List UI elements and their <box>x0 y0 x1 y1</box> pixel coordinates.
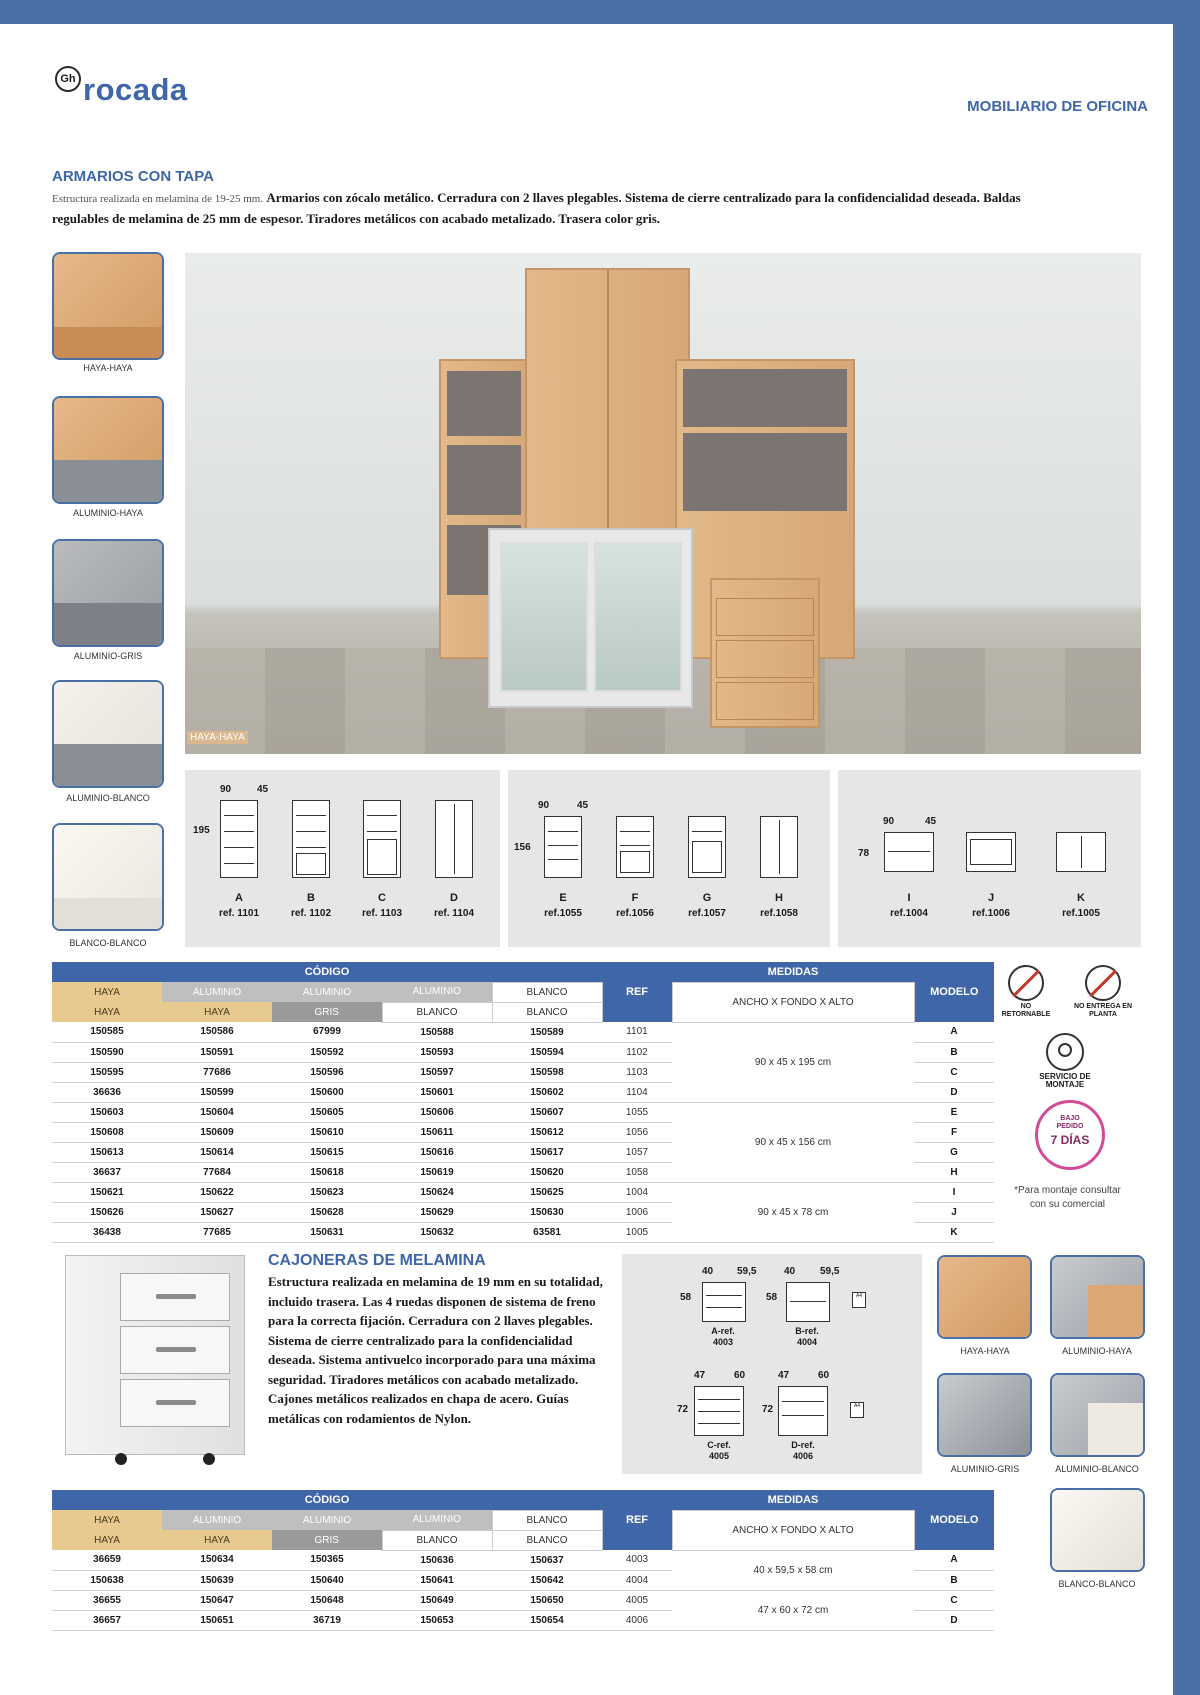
modelo-cell: A <box>914 1022 994 1042</box>
product-code: 150588 <box>382 1022 492 1042</box>
medidas-cell: 40 x 59,5 x 58 cm <box>672 1550 914 1590</box>
cajoneras-spec-table <box>52 1490 994 1631</box>
no-retornable-icon <box>1008 965 1044 1001</box>
product-code: 150365 <box>272 1550 382 1570</box>
finish-bottom-blanco: BLANCO <box>382 1002 492 1022</box>
swatch-label: ALUMINIO-HAYA <box>1062 1346 1132 1356</box>
ref-cell: 1005 <box>602 1222 672 1242</box>
model-ref-h: ref.1058 <box>760 908 798 919</box>
cajonera-ref-d: 4006 <box>792 1451 814 1461</box>
finish-top-aluminio: ALUMINIO <box>382 982 492 1002</box>
ref-cell: 1101 <box>602 1022 672 1042</box>
product-code: 150647 <box>162 1590 272 1610</box>
model-label-h: H <box>775 892 783 904</box>
product-code: 150634 <box>162 1550 272 1570</box>
model-ref-b: ref. 1102 <box>290 908 332 919</box>
finish-bottom-blanco: BLANCO <box>492 1530 602 1550</box>
product-code: 150642 <box>492 1570 602 1590</box>
ref-cell: 4003 <box>602 1550 672 1570</box>
finish-bottom-haya: HAYA <box>52 1530 162 1550</box>
armarios-spec-table <box>52 962 994 1243</box>
finish-top-blanco: BLANCO <box>492 982 602 1002</box>
model-label-f: F <box>631 892 639 904</box>
montaje-icon <box>1046 1033 1084 1071</box>
product-code: 77685 <box>162 1222 272 1242</box>
model-label-k: K <box>1077 892 1085 904</box>
dim-height: 156 <box>514 842 531 853</box>
dim-height: 78 <box>858 848 870 859</box>
cajonera-ref-b: 4004 <box>796 1337 818 1347</box>
finish-top-aluminio: ALUMINIO <box>272 1510 382 1530</box>
modelo-cell: I <box>914 1182 994 1202</box>
cajonera-ref-a: 4003 <box>712 1337 734 1347</box>
product-code: 150592 <box>272 1042 382 1062</box>
model-label-j: J <box>987 892 995 904</box>
ref-cell: 1006 <box>602 1202 672 1222</box>
product-code: 150626 <box>52 1202 162 1222</box>
product-code: 36719 <box>272 1610 382 1630</box>
product-code: 150650 <box>492 1590 602 1610</box>
bajo-pedido-badge <box>1035 1100 1105 1170</box>
product-code: 150632 <box>382 1222 492 1242</box>
model-label-b: B <box>307 892 315 904</box>
swatch-blanco-blanco <box>52 823 164 931</box>
swatch-haya-haya <box>52 252 164 360</box>
product-code: 150604 <box>162 1102 272 1122</box>
product-code: 150620 <box>492 1162 602 1182</box>
product-code: 150613 <box>52 1142 162 1162</box>
product-code: 150590 <box>52 1042 162 1062</box>
product-code: 150625 <box>492 1182 602 1202</box>
cajonera-swatch-blanco-blanco <box>1050 1488 1145 1572</box>
product-code: 150597 <box>382 1062 492 1082</box>
swatch-label: ALUMINIO-GRIS <box>73 651 143 661</box>
logo-mark-icon: Gh <box>55 66 81 92</box>
product-code: 77686 <box>162 1062 272 1082</box>
brand-logo <box>55 66 188 108</box>
finish-top-aluminio: ALUMINIO <box>162 982 272 1002</box>
montaje-note: *Para montaje consultar con su comercial <box>1014 1185 1121 1210</box>
cajonera-label-c: C-ref. <box>707 1440 731 1450</box>
ref-cell: 1103 <box>602 1062 672 1082</box>
cabinet-icon-k <box>1056 832 1106 872</box>
swatch-aluminio-gris <box>52 539 164 647</box>
modelo-cell: J <box>914 1202 994 1222</box>
model-ref-i: ref.1004 <box>890 908 928 919</box>
cajonera-photo <box>65 1255 245 1465</box>
codigo-header: CÓDIGO <box>52 1490 602 1510</box>
codigo-header: CÓDIGO <box>52 962 602 982</box>
glass-cabinet <box>488 528 693 708</box>
dim-height: 72 <box>677 1404 689 1415</box>
product-code: 36655 <box>52 1590 162 1610</box>
mobile-pedestal <box>710 578 820 728</box>
model-ref-j: ref.1006 <box>972 908 1010 919</box>
product-code: 150611 <box>382 1122 492 1142</box>
armarios-desc-light: Estructura realizada en melamina de 19-25 mm. <box>52 193 264 205</box>
model-ref-e: ref.1055 <box>544 908 582 919</box>
product-code: 150627 <box>162 1202 272 1222</box>
a4-label: A4 <box>855 1293 863 1299</box>
product-code: 150615 <box>272 1142 382 1162</box>
medidas-cell: 90 x 45 x 156 cm <box>672 1102 914 1182</box>
finish-bottom-blanco: BLANCO <box>492 1002 602 1022</box>
product-code: 150651 <box>162 1610 272 1630</box>
page-top-border <box>0 0 1200 24</box>
swatch-label: ALUMINIO-GRIS <box>950 1464 1020 1474</box>
finish-bottom-haya: HAYA <box>162 1530 272 1550</box>
modelo-cell: D <box>914 1082 994 1102</box>
no-entrega-icon <box>1085 965 1121 1001</box>
product-code: 150596 <box>272 1062 382 1082</box>
product-code: 150594 <box>492 1042 602 1062</box>
product-code: 150603 <box>52 1102 162 1122</box>
product-code: 150621 <box>52 1182 162 1202</box>
dim-height: 195 <box>193 825 210 836</box>
swatch-label: ALUMINIO-BLANCO <box>1055 1464 1139 1474</box>
product-code: 36636 <box>52 1082 162 1102</box>
product-code: 150619 <box>382 1162 492 1182</box>
product-code: 150638 <box>52 1570 162 1590</box>
modelo-cell: D <box>914 1610 994 1630</box>
product-code: 150653 <box>382 1610 492 1630</box>
cabinet-icon-f <box>616 816 654 878</box>
finish-bottom-blanco: BLANCO <box>382 1530 492 1550</box>
product-code: 150598 <box>492 1062 602 1082</box>
product-code: 150607 <box>492 1102 602 1122</box>
dim-width: 47 <box>778 1370 790 1381</box>
product-code: 150648 <box>272 1590 382 1610</box>
modelo-cell: B <box>914 1570 994 1590</box>
product-code: 150614 <box>162 1142 272 1162</box>
diagram-group-78 <box>838 770 1141 947</box>
armarios-desc-bold: Armarios con zócalo metálico. Cerradura con 2 llaves plegables. Sistema de cierre centralizado para la confidencialidad deseada. Baldas regulables de melamina de 25 mm de espesor. Tiradores metálicos con acabado metalizado. Trasera color gris. <box>52 190 1021 226</box>
product-code: 150628 <box>272 1202 382 1222</box>
product-code: 150589 <box>492 1022 602 1042</box>
product-code: 150609 <box>162 1122 272 1142</box>
modelo-header: MODELO <box>914 1490 994 1550</box>
dim-depth: 45 <box>925 816 937 827</box>
finish-bottom-haya: HAYA <box>162 1002 272 1022</box>
ref-cell: 1102 <box>602 1042 672 1062</box>
swatch-label: HAYA-HAYA <box>83 363 133 373</box>
ref-header: REF <box>602 1490 672 1550</box>
modelo-cell: C <box>914 1590 994 1610</box>
dim-depth: 59,5 <box>820 1266 840 1277</box>
armarios-table-body <box>52 1022 994 1242</box>
dim-width: 90 <box>538 800 550 811</box>
product-code: 150612 <box>492 1122 602 1142</box>
product-code: 150595 <box>52 1062 162 1082</box>
product-code: 150585 <box>52 1022 162 1042</box>
product-code: 150605 <box>272 1102 382 1122</box>
swatch-aluminio-haya <box>52 396 164 504</box>
dim-height: 58 <box>766 1292 778 1303</box>
armarios-product-photo <box>185 253 1141 754</box>
model-label-g: G <box>702 892 712 904</box>
finish-top-aluminio: ALUMINIO <box>162 1510 272 1530</box>
cajonera-icon-b <box>786 1282 830 1322</box>
finish-top-aluminio: ALUMINIO <box>382 1510 492 1530</box>
finish-top-aluminio: ALUMINIO <box>272 982 382 1002</box>
modelo-cell: K <box>914 1222 994 1242</box>
modelo-header: MODELO <box>914 962 994 1022</box>
cajonera-swatch-haya-haya <box>937 1255 1032 1339</box>
model-ref-g: ref.1057 <box>688 908 726 919</box>
product-code: 150599 <box>162 1082 272 1102</box>
dim-depth: 60 <box>818 1370 830 1381</box>
swatch-label: HAYA-HAYA <box>960 1346 1010 1356</box>
product-code: 150629 <box>382 1202 492 1222</box>
dim-height: 72 <box>762 1404 774 1415</box>
cajonera-label-d: D-ref. <box>791 1440 815 1450</box>
modelo-cell: B <box>914 1042 994 1062</box>
a4-icon <box>850 1402 864 1418</box>
product-code: 150608 <box>52 1122 162 1142</box>
product-code: 150593 <box>382 1042 492 1062</box>
product-code: 150654 <box>492 1610 602 1630</box>
product-code: 150637 <box>492 1550 602 1570</box>
ref-header: REF <box>602 962 672 1022</box>
product-code: 150631 <box>272 1222 382 1242</box>
logo-text: rocada <box>83 72 188 107</box>
ref-cell: 4004 <box>602 1570 672 1590</box>
product-code: 67999 <box>272 1022 382 1042</box>
product-code: 150586 <box>162 1022 272 1042</box>
cajonera-icon-c <box>694 1386 744 1436</box>
dim-width: 40 <box>702 1266 714 1277</box>
section-heading: MOBILIARIO DE OFICINA <box>967 98 1148 115</box>
cajonera-ref-c: 4005 <box>708 1451 730 1461</box>
diagram-group-195 <box>185 770 500 947</box>
cabinet-icon-g <box>688 816 726 878</box>
model-ref-a: ref. 1101 <box>218 908 260 919</box>
ref-cell: 1004 <box>602 1182 672 1202</box>
dim-depth: 45 <box>577 800 589 811</box>
ref-cell: 4005 <box>602 1590 672 1610</box>
ref-cell: 1058 <box>602 1162 672 1182</box>
ref-cell: 1055 <box>602 1102 672 1122</box>
no-retornable-label: NO RETORNABLE <box>1001 1003 1051 1018</box>
modelo-cell: A <box>914 1550 994 1570</box>
product-code: 150639 <box>162 1570 272 1590</box>
dim-depth: 60 <box>734 1370 746 1381</box>
product-code: 77684 <box>162 1162 272 1182</box>
finish-bottom-haya: HAYA <box>52 1002 162 1022</box>
model-ref-c: ref. 1103 <box>361 908 403 919</box>
a4-icon <box>852 1292 866 1308</box>
product-code: 150636 <box>382 1550 492 1570</box>
model-ref-d: ref. 1104 <box>433 908 475 919</box>
model-ref-f: ref.1056 <box>616 908 654 919</box>
medidas-cell: 47 x 60 x 72 cm <box>672 1590 914 1630</box>
cabinet-icon-i <box>884 832 934 872</box>
product-code: 63581 <box>492 1222 602 1242</box>
cajonera-icon-a <box>702 1282 746 1322</box>
product-code: 150610 <box>272 1122 382 1142</box>
swatch-label: BLANCO-BLANCO <box>1058 1579 1136 1589</box>
cajonera-swatch-aluminio-blanco <box>1050 1373 1145 1457</box>
table-row <box>52 1102 994 1122</box>
dim-width: 90 <box>220 784 232 795</box>
table-row <box>52 1022 994 1042</box>
dim-depth: 45 <box>257 784 269 795</box>
no-entrega-label: NO ENTREGA EN PLANTA <box>1073 1003 1133 1018</box>
swatch-label: ALUMINIO-HAYA <box>73 508 143 518</box>
product-code: 150618 <box>272 1162 382 1182</box>
diagram-group-156 <box>508 770 830 947</box>
armarios-description <box>52 188 1052 229</box>
medidas-header: MEDIDAS <box>672 962 914 982</box>
model-ref-k: ref.1005 <box>1062 908 1100 919</box>
finish-top-haya: HAYA <box>52 982 162 1002</box>
model-label-d: D <box>450 892 458 904</box>
finish-bottom-gris: GRIS <box>272 1530 382 1550</box>
ancho-header: ANCHO X FONDO X ALTO <box>672 1510 914 1550</box>
ancho-header: ANCHO X FONDO X ALTO <box>672 982 914 1022</box>
product-code: 150616 <box>382 1142 492 1162</box>
dim-width: 47 <box>694 1370 706 1381</box>
model-label-a: A <box>235 892 243 904</box>
cabinet-icon-c <box>363 800 401 878</box>
product-code: 150591 <box>162 1042 272 1062</box>
product-code: 36657 <box>52 1610 162 1630</box>
medidas-cell: 90 x 45 x 195 cm <box>672 1022 914 1102</box>
ref-cell: 1104 <box>602 1082 672 1102</box>
medidas-cell: 90 x 45 x 78 cm <box>672 1182 914 1242</box>
product-code: 150601 <box>382 1082 492 1102</box>
dim-width: 40 <box>784 1266 796 1277</box>
armarios-title: ARMARIOS CON TAPA <box>52 168 214 185</box>
product-code: 150617 <box>492 1142 602 1162</box>
swatch-aluminio-blanco <box>52 680 164 788</box>
page-right-border <box>1173 0 1200 1695</box>
product-code: 150630 <box>492 1202 602 1222</box>
swatch-label: ALUMINIO-BLANCO <box>66 793 150 803</box>
modelo-cell: E <box>914 1102 994 1122</box>
cabinet-icon-h <box>760 816 798 878</box>
product-code: 150640 <box>272 1570 382 1590</box>
photo-caption: HAYA-HAYA <box>187 731 248 744</box>
model-label-e: E <box>559 892 567 904</box>
cajoneras-title: CAJONERAS DE MELAMINA <box>268 1252 486 1269</box>
ref-cell: 1057 <box>602 1142 672 1162</box>
modelo-cell: G <box>914 1142 994 1162</box>
product-code: 150622 <box>162 1182 272 1202</box>
cabinet-icon-d <box>435 800 473 878</box>
model-label-i: I <box>907 892 911 904</box>
modelo-cell: C <box>914 1062 994 1082</box>
cabinet-icon-e <box>544 816 582 878</box>
cajoneras-table-body <box>52 1550 994 1630</box>
cabinet-icon-b <box>292 800 330 878</box>
product-code: 150602 <box>492 1082 602 1102</box>
cajonera-swatch-aluminio-haya <box>1050 1255 1145 1339</box>
product-code: 150641 <box>382 1570 492 1590</box>
montaje-label: SERVICIO DE MONTAJE <box>1039 1072 1091 1089</box>
badge-line1: BAJO PEDIDO <box>1056 1115 1084 1130</box>
modelo-cell: H <box>914 1162 994 1182</box>
table-row <box>52 1550 994 1570</box>
medidas-header: MEDIDAS <box>672 1490 914 1510</box>
model-label-c: C <box>378 892 386 904</box>
cabinet-icon-j <box>966 832 1016 872</box>
product-code: 36637 <box>52 1162 162 1182</box>
product-code: 36438 <box>52 1222 162 1242</box>
finish-top-blanco: BLANCO <box>492 1510 602 1530</box>
dim-depth: 59,5 <box>737 1266 757 1277</box>
ref-cell: 4006 <box>602 1610 672 1630</box>
product-code: 150649 <box>382 1590 492 1610</box>
cajoneras-diagrams <box>622 1254 922 1474</box>
ref-cell: 1056 <box>602 1122 672 1142</box>
cabinet-icon-a <box>220 800 258 878</box>
dim-width: 90 <box>883 816 895 827</box>
product-code: 150600 <box>272 1082 382 1102</box>
cajonera-icon-d <box>778 1386 828 1436</box>
product-code: 36659 <box>52 1550 162 1570</box>
cajonera-label-b: B-ref. <box>795 1326 819 1336</box>
modelo-cell: F <box>914 1122 994 1142</box>
finish-bottom-gris: GRIS <box>272 1002 382 1022</box>
product-code: 150606 <box>382 1102 492 1122</box>
dim-height: 58 <box>680 1292 692 1303</box>
cajonera-label-a: A-ref. <box>711 1326 735 1336</box>
table-row <box>52 1590 994 1610</box>
a4-label: A4 <box>853 1403 861 1409</box>
cajoneras-description: Estructura realizada en melamina de 19 mm en su totalidad, incluido trasera. Las 4 ruedas disponen de sistema de freno para la correcta fijación. Cerradura con 2 llaves plegables. Sistema de cierre centralizado para la confidencialidad deseada. Sistema antivuelco incorporado para una máxima seguridad. Tiradores metálicos con acabado metalizado. Cajones metálicos realizados en chapa de acero. Guías metálicas con rodamientos de Nylon. <box>268 1274 603 1426</box>
badge-line2: 7 DÍAS <box>1050 1133 1090 1147</box>
cajonera-swatch-aluminio-gris <box>937 1373 1032 1457</box>
table-row <box>52 1182 994 1202</box>
product-code: 150623 <box>272 1182 382 1202</box>
swatch-label: BLANCO-BLANCO <box>69 938 147 948</box>
product-code: 150624 <box>382 1182 492 1202</box>
finish-top-haya: HAYA <box>52 1510 162 1530</box>
